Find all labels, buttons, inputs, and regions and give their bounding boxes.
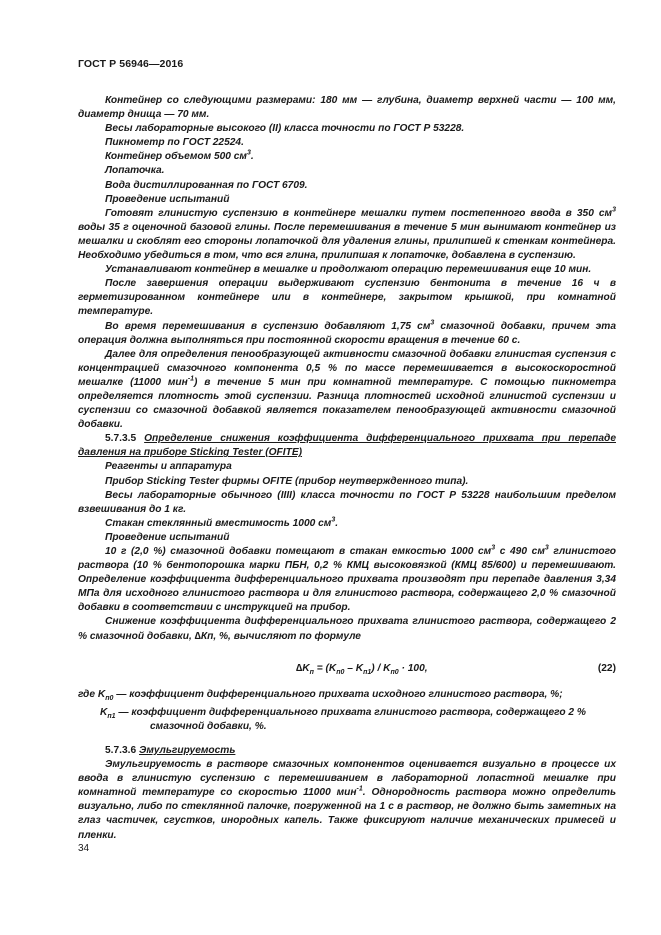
- definition-text: — коэффициент дифференциального прихвата глинистого раствора, содержащего 2 % смазочной добавки, %.: [115, 706, 586, 732]
- paragraph-text: .: [335, 517, 339, 529]
- paragraph-text: Во время перемешивания в суспензию добавляют 1,75 см: [105, 320, 431, 332]
- section-number: 5.7.3.5: [105, 433, 145, 445]
- paragraph-text: Реагенты и аппаратура: [105, 461, 232, 473]
- superscript: -1: [356, 785, 363, 793]
- section-title: Определение снижения коэффициента дифференциального прихвата при перепаде давления на приборе Sticking Tester (OFITE): [78, 433, 616, 459]
- paragraph-text: глинистого раствора (10 % бентопорошка марки ПБН, 0,2 % КМЦ высоковязкой (КМЦ 85/600) и перемешивают. Определение коэффициента дифференциального прихвата производят при перепаде давления 3,34 МПа для исходного глинистого раствора и для глинистого раствора, содержащего 2,0 % смазочной добавки в соответствии с инструкцией на прибор.: [78, 546, 616, 614]
- superscript: 3: [612, 206, 616, 214]
- paragraph-text: Снижение коэффициента дифференциального прихвата глинистого раствора, содержащего 2 % смазочной добавки, ∆Кп, %, вычисляют по формуле: [78, 616, 616, 642]
- paragraph: [78, 320, 616, 348]
- paragraph: [78, 615, 616, 643]
- standard-header: ГОСТ Р 56946—2016: [78, 58, 184, 70]
- paragraph-text: Стакан стеклянный вместимость 1000 см: [105, 517, 332, 529]
- section-title: Эмульгируемость: [139, 744, 236, 756]
- paragraph: [78, 517, 616, 531]
- paragraph-text: После завершения операции выдерживают суспензию бентонита в течение 16 ч в герметизированном контейнере или в контейнере, закрытом крышкой, при комнатной температуре.: [78, 278, 616, 318]
- paragraph-text: .: [250, 151, 254, 163]
- paragraph: [78, 122, 616, 136]
- paragraph-text: Готовят глинистую суспензию в контейнере мешалки путем постепенного ввода в 350 см: [105, 207, 613, 219]
- paragraph-text: Далее для определения пенообразующей активности смазочной добавки глинистая суспензия с концентрацией смазочного компонента 0,5 % по массе перемешивается в высокоскоростной мешалке (11000 мин: [78, 348, 616, 388]
- paragraph: [78, 164, 616, 178]
- formula-part: – K: [344, 662, 364, 674]
- paragraph-text: Контейнер со следующими размерами: 180 мм — глубина, диаметр верхней части — 100 мм, диаметр днища — 70 мм.: [78, 95, 616, 121]
- paragraph-text: Прибор Sticking Tester фирмы OFITE (прибор неутвержденного типа).: [105, 475, 469, 487]
- paragraph-text: Устанавливают контейнер в мешалке и продолжают операцию перемешивания еще 10 мин.: [105, 264, 592, 276]
- subheading: [78, 193, 616, 207]
- formula-part: · 100,: [398, 662, 428, 674]
- paragraph-text: ) в течение 5 мин при комнатной температуре. С помощью пикнометра определяется плотность этой суспензии. Разница плотностей исходной глинистой суспензии и суспензии со смазочной добавкой является показателем пенообразующей активности смазочной добавки.: [78, 376, 616, 431]
- paragraph: [78, 348, 616, 433]
- paragraph-text: . Однородность раствора можно определить визуально, либо по стеклянной палочке, погруженной на 1 с в раствор, не должно быть заметных на глаз частичек, сгустков, инородных капель. Также фиксируют наличие механических примесей и пленки.: [78, 787, 616, 841]
- paragraph: [78, 136, 616, 150]
- paragraph: [78, 277, 616, 319]
- definition: [78, 706, 616, 734]
- formula-part: ∆K: [296, 662, 310, 674]
- superscript: -1: [187, 375, 195, 383]
- paragraph-text: 10 г (2,0 %) смазочной добавки помещают в стакан емкостью 1000 см: [105, 546, 492, 557]
- definition: [78, 688, 616, 702]
- subscript: п0: [336, 668, 345, 676]
- paragraph: [78, 207, 616, 263]
- subscript: п1: [363, 668, 372, 676]
- formula-part: ) / K: [371, 662, 391, 674]
- spacer: [78, 734, 616, 744]
- subheading: [78, 531, 616, 545]
- superscript: 3: [430, 319, 435, 327]
- paragraph: [78, 475, 616, 489]
- formula-22: [78, 658, 616, 680]
- subheading: [78, 460, 616, 474]
- page-number: 34: [78, 843, 90, 854]
- paragraph: [78, 94, 616, 122]
- definition-text: где K: [78, 688, 106, 700]
- paragraph-text: Эмульгируемость в растворе смазочных компонентов оценивается визуально в процессе их ввода в глинистую суспензию с перемешиванием в лабораторной лопастной мешалке при комнатной температуре со скоростью 11000 мин: [78, 759, 616, 799]
- subscript: п0: [390, 668, 399, 676]
- formula-part: = (K: [313, 662, 337, 674]
- superscript: 3: [544, 544, 549, 552]
- superscript: 3: [491, 544, 496, 552]
- formula-expression: [296, 662, 428, 676]
- paragraph: [78, 489, 616, 517]
- subscript: п0: [105, 694, 114, 702]
- section-heading: [78, 432, 616, 460]
- subscript: п1: [107, 712, 116, 720]
- definition-text: K: [100, 706, 108, 718]
- paragraph-text: Контейнер объемом 500 см: [105, 151, 247, 163]
- paragraph-text: Лопаточка.: [105, 165, 165, 177]
- definition-text: — коэффициент дифференциального прихвата исходного глинистого раствора, %;: [113, 688, 563, 700]
- section-number: 5.7.3.6: [105, 744, 139, 756]
- paragraph-text: с 490 см: [495, 546, 545, 557]
- paragraph-text: воды 35 г оценочной базовой глины. После перемешивания в течение 5 мин вынимают контейнер из мешалки и скоблят его стороны лопаточкой для удаления глины, прилипшей к стенкам контейнера. Необходимо убедиться в том, что вся глина, прилипшая к лопаточке, добавлена в суспензию.: [78, 221, 616, 262]
- superscript: 3: [246, 149, 251, 157]
- paragraph: [78, 179, 616, 193]
- formula-number: (22): [597, 662, 616, 674]
- paragraph-text: Весы лабораторные обычного (IIII) класса точности по ГОСТ Р 53228 наибольшим пределом взвешивания до 1 кг.: [78, 489, 616, 515]
- subscript: п: [309, 668, 314, 676]
- superscript: 3: [331, 516, 336, 524]
- paragraph: [78, 545, 616, 615]
- paragraph: [78, 263, 616, 277]
- paragraph: [78, 150, 616, 164]
- document-body: [78, 94, 616, 843]
- paragraph-text: Вода дистиллированная по ГОСТ 6709.: [105, 179, 308, 191]
- section-heading: [78, 744, 616, 758]
- paragraph-text: смазочной добавки, причем эта операция должна выполняться при постоянной скорости вращения в течение 60 с.: [78, 320, 616, 346]
- paragraph-text: Пикнометр по ГОСТ 22524.: [105, 137, 244, 149]
- paragraph-text: Весы лабораторные высокого (II) класса точности по ГОСТ Р 53228.: [105, 123, 465, 135]
- paragraph-text: Проведение испытаний: [105, 531, 230, 543]
- paragraph-text: Проведение испытаний: [105, 193, 230, 205]
- paragraph: [78, 758, 616, 843]
